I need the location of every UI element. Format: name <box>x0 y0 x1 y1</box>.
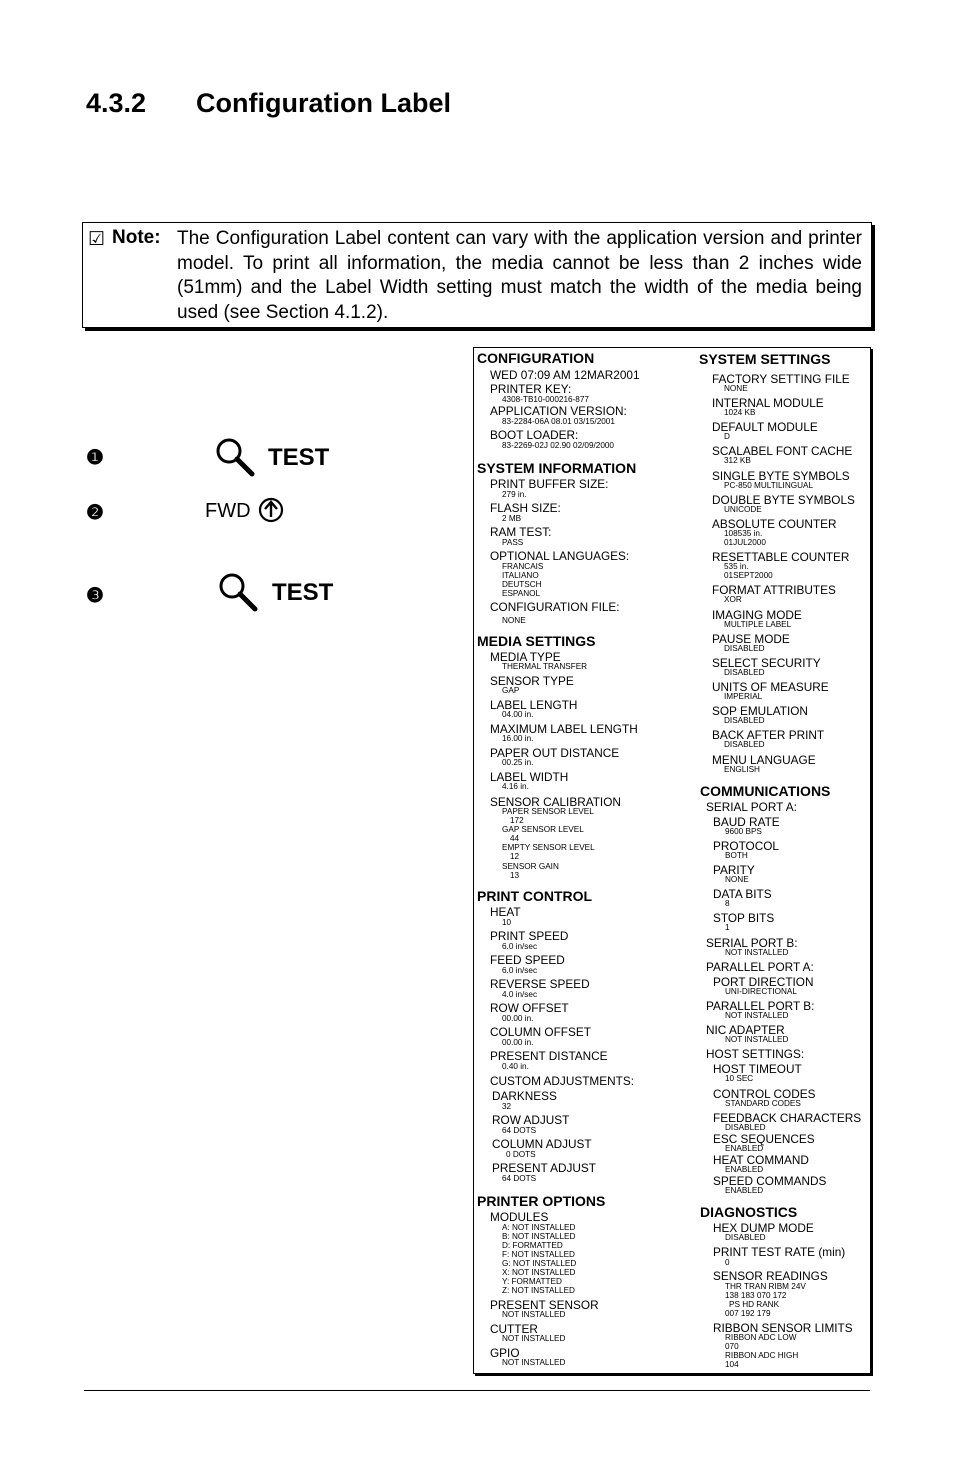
label-setting-value: RIBBON ADC HIGH <box>725 1351 799 1360</box>
label-setting-name: ROW OFFSET <box>490 1001 569 1015</box>
label-setting-value: EMPTY SENSOR LEVEL <box>502 843 595 852</box>
label-setting-name: PRINT BUFFER SIZE: <box>490 477 609 491</box>
label-setting-value: 1 <box>725 923 730 932</box>
label-setting-value: 0 DOTS <box>506 1150 536 1159</box>
label-setting-name: PARITY <box>713 863 755 877</box>
label-setting-name: ESC SEQUENCES <box>713 1132 815 1146</box>
label-setting-value: DISABLED <box>724 740 765 749</box>
label-setting-value: ENABLED <box>725 1144 764 1153</box>
label-setting-value: 01SEPT2000 <box>724 571 773 580</box>
section-title: Configuration Label <box>196 88 451 118</box>
label-setting-value: A: NOT INSTALLED <box>502 1223 576 1232</box>
label-setting-name: RIBBON SENSOR LIMITS <box>713 1321 853 1335</box>
label-setting-value: STANDARD CODES <box>725 1099 801 1108</box>
label-setting-name: RESETTABLE COUNTER <box>712 550 850 564</box>
label-setting-value: 64 DOTS <box>502 1126 537 1135</box>
label-setting-name: APPLICATION VERSION: <box>490 404 627 418</box>
label-setting-value: 4308-TB10-000216-877 <box>502 395 589 404</box>
note-text: The Configuration Label content can vary with the application version and printer model. To print all information, the media cannot be less than 2 inches wide (51mm) and the Label Width setting must match the width of the media being used (see Section 4.1.2). <box>177 228 862 323</box>
label-setting-value: F: NOT INSTALLED <box>502 1250 575 1259</box>
label-setting-value: 04.00 in. <box>502 710 534 719</box>
label-setting-name: PRINTER KEY: <box>490 382 572 396</box>
label-setting-name: BACK AFTER PRINT <box>712 728 825 742</box>
label-setting-value: Z: NOT INSTALLED <box>502 1286 575 1295</box>
label-setting-name: PRINT SPEED <box>490 929 569 943</box>
label-setting-value: 12 <box>510 852 520 861</box>
label-setting-value: 4.0 in/sec <box>502 990 538 999</box>
label-setting-name: ROW ADJUST <box>492 1113 570 1127</box>
step-1-test-key: TEST <box>268 444 330 471</box>
label-setting-value: 104 <box>725 1360 739 1369</box>
label-setting-value: DISABLED <box>725 1123 766 1132</box>
label-section-heading: SYSTEM SETTINGS <box>699 351 831 367</box>
label-setting-value: 44 <box>510 834 520 843</box>
label-setting-value: PAPER SENSOR LEVEL <box>502 807 594 816</box>
label-setting-value: 10 <box>502 918 512 927</box>
label-setting-name: PRESENT SENSOR <box>490 1298 599 1312</box>
label-setting-name: COLUMN ADJUST <box>492 1137 592 1151</box>
label-section-heading: COMMUNICATIONS <box>700 783 831 799</box>
label-setting-value: X: NOT INSTALLED <box>502 1268 576 1277</box>
label-setting-name: SENSOR READINGS <box>713 1269 828 1283</box>
label-setting-name: IMAGING MODE <box>712 608 802 622</box>
label-setting-name: DEFAULT MODULE <box>712 420 818 434</box>
label-setting-value: MULTIPLE LABEL <box>724 620 792 629</box>
label-setting-name: FACTORY SETTING FILE <box>712 372 850 386</box>
label-setting-name: SENSOR CALIBRATION <box>490 795 621 809</box>
label-setting-name: FORMAT ATTRIBUTES <box>712 583 836 597</box>
label-setting-name: NIC ADAPTER <box>706 1023 785 1037</box>
label-setting-value: ESPANOL <box>502 589 541 598</box>
label-setting-value: D: FORMATTED <box>502 1241 563 1250</box>
label-setting-value: 83-2284-06A 08.01 03/15/2001 <box>502 417 615 426</box>
label-setting-value: 13 <box>510 871 520 880</box>
label-setting-name: MEDIA TYPE <box>490 650 561 664</box>
label-setting-name: INTERNAL MODULE <box>712 396 824 410</box>
label-setting-value: DEUTSCH <box>502 580 542 589</box>
label-setting-value: NONE <box>724 384 748 393</box>
label-setting-name: STOP BITS <box>713 911 775 925</box>
label-setting-name: DATA BITS <box>713 887 772 901</box>
label-setting-name: SOP EMULATION <box>712 704 808 718</box>
label-setting-value: 172 <box>510 816 524 825</box>
label-setting-name: HEAT <box>490 905 521 919</box>
label-setting-value: 9600 BPS <box>725 827 762 836</box>
label-section-heading: DIAGNOSTICS <box>700 1204 798 1220</box>
label-setting-name: PAUSE MODE <box>712 632 790 646</box>
label-setting-name: HOST TIMEOUT <box>713 1062 802 1076</box>
label-setting-value: NOT INSTALLED <box>502 1358 566 1367</box>
label-setting-name: FEEDBACK CHARACTERS <box>713 1111 862 1125</box>
label-setting-value: RIBBON ADC LOW <box>725 1333 797 1342</box>
section-number: 4.3.2 <box>86 88 147 118</box>
label-setting-name: DOUBLE BYTE SYMBOLS <box>712 493 855 507</box>
label-setting-value: DISABLED <box>724 644 765 653</box>
label-setting-name: CUSTOM ADJUSTMENTS: <box>490 1074 634 1088</box>
step-1-number: ❶ <box>86 447 104 469</box>
label-setting-value: 1024 KB <box>724 408 756 417</box>
footer-rule <box>84 1390 870 1391</box>
label-setting-name: MODULES <box>490 1210 549 1224</box>
step-3-number: ❸ <box>86 585 104 607</box>
label-setting-value: NOT INSTALLED <box>725 948 789 957</box>
label-setting-value: 64 DOTS <box>502 1174 537 1183</box>
step-3-test-key: TEST <box>272 579 334 606</box>
label-setting-value: D <box>724 432 730 441</box>
step-2-number: ❷ <box>86 502 104 524</box>
label-setting-name: SCALABEL FONT CACHE <box>712 444 853 458</box>
label-setting-name: GPIO <box>490 1346 520 1360</box>
label-setting-value: 0 <box>725 1258 730 1267</box>
label-setting-name: PORT DIRECTION <box>713 975 814 989</box>
label-setting-value: ENABLED <box>725 1186 764 1195</box>
configuration-label-printout <box>473 347 871 1374</box>
label-setting-value: 2 MB <box>502 514 522 523</box>
label-setting-value: XOR <box>724 595 742 604</box>
label-setting-name: PRESENT ADJUST <box>492 1161 597 1175</box>
label-section-heading: MEDIA SETTINGS <box>477 633 596 649</box>
label-setting-name: BOOT LOADER: <box>490 428 579 442</box>
label-setting-name: HOST SETTINGS: <box>706 1047 805 1061</box>
label-setting-value: B: NOT INSTALLED <box>502 1232 576 1241</box>
label-setting-value: 138 183 070 172 <box>725 1291 787 1300</box>
label-setting-value: PC-850 MULTILINGUAL <box>724 481 814 490</box>
label-section-heading: CONFIGURATION <box>477 350 595 366</box>
label-setting-value: 535 in. <box>724 562 749 571</box>
label-setting-name: SERIAL PORT B: <box>706 936 798 950</box>
label-setting-value: UNICODE <box>724 505 762 514</box>
label-setting-value: UNI-DIRECTIONAL <box>725 987 797 996</box>
label-setting-value: 32 <box>502 1102 512 1111</box>
label-setting-value: DISABLED <box>724 716 765 725</box>
up-arrow-circle-icon <box>258 497 286 525</box>
label-setting-name: RAM TEST: <box>490 525 552 539</box>
label-setting-value: 312 KB <box>724 456 751 465</box>
label-setting-value: PASS <box>502 538 524 547</box>
label-setting-value: PS HD RANK <box>729 1300 780 1309</box>
label-setting-name: OPTIONAL LANGUAGES: <box>490 549 630 563</box>
label-setting-name: SELECT SECURITY <box>712 656 821 670</box>
label-setting-name: LABEL WIDTH <box>490 770 569 784</box>
label-setting-value: 16.00 in. <box>502 734 534 743</box>
label-setting-value: 8 <box>725 899 730 908</box>
label-setting-name: REVERSE SPEED <box>490 977 590 991</box>
label-setting-value: THR TRAN RIBM 24V <box>725 1282 806 1291</box>
label-setting-name: HEX DUMP MODE <box>713 1221 814 1235</box>
label-setting-name: PRINT TEST RATE (min) <box>713 1245 846 1259</box>
label-setting-value: NONE <box>502 616 526 625</box>
label-setting-name: PRESENT DISTANCE <box>490 1049 608 1063</box>
label-setting-value: DISABLED <box>725 1233 766 1242</box>
label-section-heading: PRINTER OPTIONS <box>477 1193 606 1209</box>
note-label: Note: <box>112 227 161 248</box>
label-setting-value: 83-2269-02J 02.90 02/09/2000 <box>502 441 614 450</box>
label-setting-value: ENABLED <box>725 1165 764 1174</box>
label-section-heading: PRINT CONTROL <box>477 888 593 904</box>
label-setting-value: 01JUL2000 <box>724 538 766 547</box>
label-setting-value: IMPERIAL <box>724 692 763 701</box>
label-setting-value: BOTH <box>725 851 748 860</box>
label-setting-name: WED 07:09 AM 12MAR2001 <box>490 368 640 382</box>
step-2-fwd-key: FWD <box>205 500 251 522</box>
label-setting-value: SENSOR GAIN <box>502 862 559 871</box>
label-setting-value: 00.00 in. <box>502 1014 534 1023</box>
label-setting-name: SENSOR TYPE <box>490 674 574 688</box>
label-setting-value: G: NOT INSTALLED <box>502 1259 577 1268</box>
label-setting-value: 00.25 in. <box>502 758 534 767</box>
magnifier-icon <box>217 571 261 615</box>
label-setting-name: MENU LANGUAGE <box>712 753 816 767</box>
label-setting-value: GAP <box>502 686 520 695</box>
label-setting-value: NOT INSTALLED <box>725 1011 789 1020</box>
label-setting-value: 0.40 in. <box>502 1062 529 1071</box>
label-setting-name: MAXIMUM LABEL LENGTH <box>490 722 638 736</box>
label-setting-name: PROTOCOL <box>713 839 779 853</box>
label-setting-value: Y: FORMATTED <box>502 1277 562 1286</box>
label-setting-name: SERIAL PORT A: <box>706 800 797 814</box>
label-setting-name: PAPER OUT DISTANCE <box>490 746 620 760</box>
label-setting-name: CONTROL CODES <box>713 1087 816 1101</box>
label-setting-name: ABSOLUTE COUNTER <box>712 517 837 531</box>
label-setting-value: NOT INSTALLED <box>502 1334 566 1343</box>
label-setting-value: 6.0 in/sec <box>502 942 538 951</box>
label-setting-name: COLUMN OFFSET <box>490 1025 591 1039</box>
label-setting-name: CUTTER <box>490 1322 538 1336</box>
label-setting-value: THERMAL TRANSFER <box>502 662 588 671</box>
label-setting-value: GAP SENSOR LEVEL <box>502 825 584 834</box>
magnifier-icon <box>214 436 258 480</box>
label-setting-value: 007 192 179 <box>725 1309 771 1318</box>
label-setting-name: UNITS OF MEASURE <box>712 680 829 694</box>
label-setting-name: FEED SPEED <box>490 953 565 967</box>
label-setting-value: 108535 in. <box>724 529 763 538</box>
label-setting-value: 10 SEC <box>725 1074 754 1083</box>
label-setting-value: DISABLED <box>724 668 765 677</box>
label-section-heading: SYSTEM INFORMATION <box>477 460 637 476</box>
label-setting-name: CONFIGURATION FILE: <box>490 600 620 614</box>
label-setting-name: SPEED COMMANDS <box>713 1174 827 1188</box>
label-setting-name: PARALLEL PORT B: <box>706 999 815 1013</box>
label-setting-value: ITALIANO <box>502 571 539 580</box>
label-setting-name: SINGLE BYTE SYMBOLS <box>712 469 850 483</box>
label-setting-value: 279 in. <box>502 490 527 499</box>
label-setting-name: DARKNESS <box>492 1089 557 1103</box>
label-setting-value: NOT INSTALLED <box>725 1035 789 1044</box>
label-setting-value: NONE <box>725 875 749 884</box>
checkbox-icon: ☑ <box>88 229 106 250</box>
label-setting-value: 6.0 in/sec <box>502 966 538 975</box>
label-setting-name: PARALLEL PORT A: <box>706 960 814 974</box>
label-setting-name: FLASH SIZE: <box>490 501 561 515</box>
label-setting-value: 070 <box>725 1342 739 1351</box>
label-setting-value: NOT INSTALLED <box>502 1310 566 1319</box>
label-setting-name: HEAT COMMAND <box>713 1153 809 1167</box>
label-setting-value: 00.00 in. <box>502 1038 534 1047</box>
label-setting-name: LABEL LENGTH <box>490 698 578 712</box>
label-setting-value: 4.16 in. <box>502 782 529 791</box>
label-setting-name: BAUD RATE <box>713 815 780 829</box>
section-heading <box>86 88 451 119</box>
label-setting-value: FRANCAIS <box>502 562 544 571</box>
label-setting-value: ENGLISH <box>724 765 760 774</box>
